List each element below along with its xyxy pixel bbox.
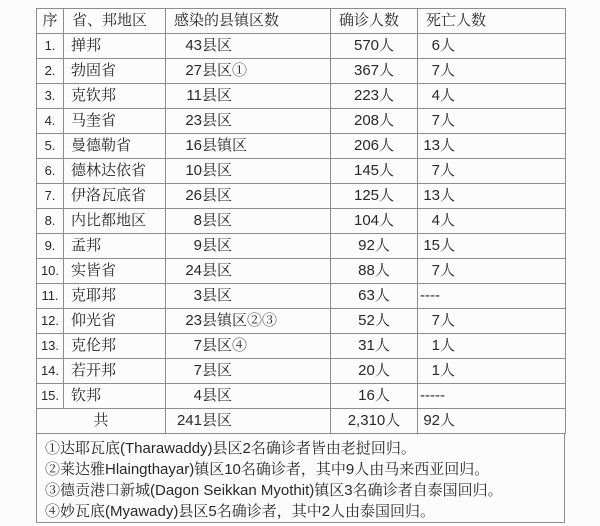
cell-deaths xyxy=(418,284,566,309)
table-row xyxy=(37,259,566,284)
cell-confirmed: 206人 xyxy=(331,134,418,159)
table-row xyxy=(37,159,566,184)
cell-districts xyxy=(166,59,331,84)
cell-region: 克钦邦 xyxy=(64,84,166,109)
total-districts-unit: 县区 xyxy=(202,412,233,429)
footnote-4: ④妙瓦底(Myawady)县区5名确诊者，其中2人由泰国回归。 xyxy=(45,503,436,520)
cell-no: 15. xyxy=(37,384,64,409)
deaths-unit: 人 xyxy=(440,112,456,129)
cell-region: 孟邦 xyxy=(64,234,166,259)
deaths-number: 7 xyxy=(431,262,440,279)
cell-deaths xyxy=(418,109,566,134)
cell-no: 11. xyxy=(37,284,64,309)
cell-region: 掸邦 xyxy=(64,34,166,59)
cell-confirmed: 125人 xyxy=(331,184,418,209)
table-row xyxy=(37,209,566,234)
deaths-unit: 人 xyxy=(440,237,456,254)
cell-deaths xyxy=(418,384,566,409)
cell-deaths xyxy=(418,134,566,159)
cell-no: 4. xyxy=(37,109,64,134)
cell-districts xyxy=(166,284,331,309)
cell-confirmed: 208人 xyxy=(331,109,418,134)
cell-deaths xyxy=(418,159,566,184)
deaths-unit: 人 xyxy=(440,137,456,154)
cell-deaths xyxy=(418,59,566,84)
table-row xyxy=(37,184,566,209)
total-districts-cell xyxy=(166,409,331,434)
cell-region: 内比都地区 xyxy=(64,209,166,234)
cell-deaths xyxy=(418,234,566,259)
deaths-unit: 人 xyxy=(440,337,456,354)
deaths-unit: 人 xyxy=(440,87,456,104)
districts-number: 23 xyxy=(185,112,202,129)
header-region: 省、邦地区 xyxy=(64,9,166,34)
footnote-3: ③德贡港口新城(Dagon Seikkan Myothit)镇区3名确诊者自泰国回归。 xyxy=(45,482,503,499)
table-body xyxy=(37,34,566,434)
footnotes-box xyxy=(36,433,565,523)
districts-unit: 县区 xyxy=(202,387,233,404)
total-confirmed-cell: 2,310人 xyxy=(331,409,418,434)
cell-confirmed: 63人 xyxy=(331,284,418,309)
deaths-number: 13 xyxy=(423,137,440,154)
districts-number: 27 xyxy=(185,62,202,79)
cell-districts xyxy=(166,159,331,184)
deaths-number: ---- xyxy=(420,287,440,304)
cell-districts xyxy=(166,134,331,159)
districts-unit: 县区① xyxy=(202,62,248,79)
districts-number: 24 xyxy=(185,262,202,279)
cell-no: 8. xyxy=(37,209,64,234)
cell-confirmed: 570人 xyxy=(331,34,418,59)
deaths-unit: 人 xyxy=(440,37,456,54)
cell-no: 3. xyxy=(37,84,64,109)
districts-unit: 县区 xyxy=(202,262,233,279)
districts-number: 43 xyxy=(185,37,202,54)
districts-unit: 县镇区 xyxy=(202,137,248,154)
cell-districts xyxy=(166,234,331,259)
cell-region: 伊洛瓦底省 xyxy=(64,184,166,209)
districts-number: 23 xyxy=(185,312,202,329)
districts-unit: 县区 xyxy=(202,287,233,304)
table-row xyxy=(37,384,566,409)
cell-confirmed: 92人 xyxy=(331,234,418,259)
cell-no: 6. xyxy=(37,159,64,184)
cell-region: 仰光省 xyxy=(64,309,166,334)
cell-districts xyxy=(166,184,331,209)
table-row xyxy=(37,59,566,84)
cell-deaths xyxy=(418,334,566,359)
table-row xyxy=(37,109,566,134)
cell-confirmed: 52人 xyxy=(331,309,418,334)
districts-number: 3 xyxy=(193,287,202,304)
cell-confirmed: 88人 xyxy=(331,259,418,284)
cell-no: 7. xyxy=(37,184,64,209)
districts-number: 11 xyxy=(186,87,202,104)
total-label-cell: 共 xyxy=(37,409,166,434)
districts-number: 4 xyxy=(193,387,202,404)
cell-no: 13. xyxy=(37,334,64,359)
header-deaths: 死亡人数 xyxy=(418,9,566,34)
header-row xyxy=(37,9,566,34)
table-row xyxy=(37,34,566,59)
districts-unit: 县区④ xyxy=(202,337,248,354)
header-no: 序 xyxy=(37,9,64,34)
cell-districts xyxy=(166,84,331,109)
infection-stats-table xyxy=(36,8,566,434)
cell-districts xyxy=(166,359,331,384)
cell-no: 2. xyxy=(37,59,64,84)
table-row xyxy=(37,84,566,109)
total-row xyxy=(37,409,566,434)
districts-unit: 县区 xyxy=(202,362,233,379)
districts-number: 7 xyxy=(193,362,202,379)
header-confirmed: 确诊人数 xyxy=(331,9,418,34)
cell-confirmed: 145人 xyxy=(331,159,418,184)
cell-no: 14. xyxy=(37,359,64,384)
cell-no: 1. xyxy=(37,34,64,59)
cell-no: 9. xyxy=(37,234,64,259)
cell-confirmed: 31人 xyxy=(331,334,418,359)
cell-region: 实皆省 xyxy=(64,259,166,284)
cell-districts xyxy=(166,309,331,334)
deaths-number: 7 xyxy=(431,312,440,329)
districts-number: 16 xyxy=(185,137,202,154)
deaths-number: 13 xyxy=(423,187,440,204)
deaths-unit: 人 xyxy=(440,162,456,179)
deaths-unit: 人 xyxy=(440,362,456,379)
cell-districts xyxy=(166,334,331,359)
cell-region: 若开邦 xyxy=(64,359,166,384)
cell-districts xyxy=(166,259,331,284)
cell-districts xyxy=(166,34,331,59)
cell-confirmed: 20人 xyxy=(331,359,418,384)
cell-region: 曼德勒省 xyxy=(64,134,166,159)
cell-confirmed: 104人 xyxy=(331,209,418,234)
cell-districts xyxy=(166,109,331,134)
cell-districts xyxy=(166,209,331,234)
deaths-number: 7 xyxy=(431,62,440,79)
cell-deaths xyxy=(418,309,566,334)
districts-unit: 县区 xyxy=(202,87,233,104)
cell-region: 钦邦 xyxy=(64,384,166,409)
cell-region: 勃固省 xyxy=(64,59,166,84)
footnote-1: ①达耶瓦底(Tharawaddy)县区2名确诊者皆由老挝回归。 xyxy=(45,440,416,457)
districts-unit: 县区 xyxy=(202,37,233,54)
footnote-2: ②莱达雅Hlaingthayar)镇区10名确诊者，其中9人由马来西亚回归。 xyxy=(45,461,490,478)
districts-unit: 县区 xyxy=(202,212,233,229)
districts-number: 10 xyxy=(185,162,202,179)
deaths-number: 7 xyxy=(431,112,440,129)
cell-no: 5. xyxy=(37,134,64,159)
deaths-unit: 人 xyxy=(440,62,456,79)
deaths-number: 1 xyxy=(431,362,440,379)
deaths-number: ----- xyxy=(420,387,445,404)
districts-unit: 县区 xyxy=(202,187,233,204)
deaths-number: 6 xyxy=(431,37,440,54)
cell-no: 10. xyxy=(37,259,64,284)
cell-deaths xyxy=(418,184,566,209)
table-row xyxy=(37,334,566,359)
deaths-number: 4 xyxy=(431,87,440,104)
cell-deaths xyxy=(418,84,566,109)
deaths-unit: 人 xyxy=(440,312,456,329)
deaths-number: 1 xyxy=(431,337,440,354)
cell-deaths xyxy=(418,359,566,384)
cell-districts xyxy=(166,384,331,409)
deaths-unit: 人 xyxy=(440,262,456,279)
deaths-number: 7 xyxy=(431,162,440,179)
districts-unit: 县镇区②③ xyxy=(202,312,278,329)
table-row xyxy=(37,284,566,309)
cell-deaths xyxy=(418,259,566,284)
total-deaths-number: 92 xyxy=(423,412,440,429)
deaths-unit: 人 xyxy=(440,187,456,204)
deaths-unit: 人 xyxy=(440,212,456,229)
cell-deaths xyxy=(418,209,566,234)
districts-number: 7 xyxy=(193,337,202,354)
table-row xyxy=(37,134,566,159)
districts-unit: 县区 xyxy=(202,237,233,254)
districts-number: 26 xyxy=(185,187,202,204)
table-row xyxy=(37,359,566,384)
districts-number: 9 xyxy=(193,237,202,254)
districts-number: 8 xyxy=(193,212,202,229)
cell-no: 12. xyxy=(37,309,64,334)
cell-region: 马奎省 xyxy=(64,109,166,134)
cell-region: 克耶邦 xyxy=(64,284,166,309)
districts-unit: 县区 xyxy=(202,112,233,129)
table-row xyxy=(37,309,566,334)
total-deaths-cell xyxy=(418,409,566,434)
cell-region: 克伦邦 xyxy=(64,334,166,359)
cell-confirmed: 367人 xyxy=(331,59,418,84)
total-districts-number: 241 xyxy=(176,412,202,429)
deaths-number: 4 xyxy=(431,212,440,229)
total-deaths-unit: 人 xyxy=(440,412,456,429)
table-row xyxy=(37,234,566,259)
deaths-number: 15 xyxy=(423,237,440,254)
cell-confirmed: 223人 xyxy=(331,84,418,109)
header-districts: 感染的县镇区数 xyxy=(166,9,331,34)
cell-region: 德林达依省 xyxy=(64,159,166,184)
cell-deaths xyxy=(418,34,566,59)
districts-unit: 县区 xyxy=(202,162,233,179)
cell-confirmed: 16人 xyxy=(331,384,418,409)
